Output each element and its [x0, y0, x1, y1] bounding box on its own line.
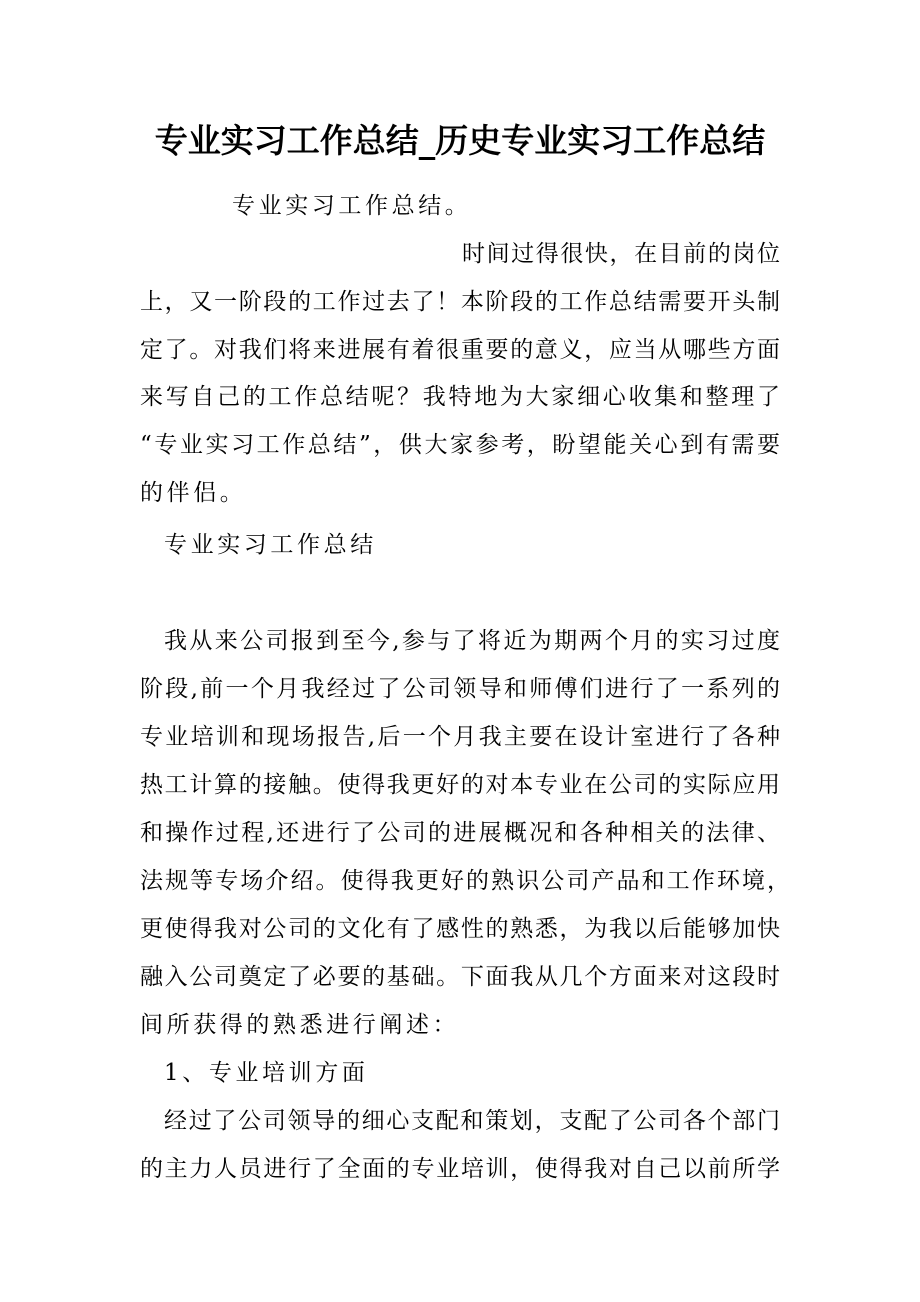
- paragraph-line: 和操作过程,还进行了公司的进展概况和各种相关的法律、: [140, 820, 780, 846]
- paragraph-line: 我从来公司报到至今,参与了将近为期两个月的实习过度: [164, 628, 780, 654]
- paragraph-line: 来写自己的工作总结呢？我特地为大家细心收集和整理了: [140, 384, 780, 410]
- paragraph-line: 时间过得很快，在目前的岗位: [462, 241, 780, 267]
- paragraph-line: 法规等专场介绍。使得我更好的熟识公司产品和工作环境，: [140, 868, 790, 894]
- paragraph-line: 专业实习工作总结。: [232, 193, 472, 219]
- paragraph-line: 更使得我对公司的文化有了感性的熟悉，为我以后能够加快: [140, 916, 780, 942]
- paragraph-line: 专业实习工作总结: [164, 532, 377, 558]
- paragraph-line: 1、专业培训方面: [164, 1060, 369, 1086]
- paragraph-line: 定了。对我们将来进展有着很重要的意义，应当从哪些方面: [140, 337, 780, 363]
- paragraph-line: 专业培训和现场报告,后一个月我主要在设计室进行了各种: [140, 724, 780, 750]
- paragraph-line: 的伴侣。: [140, 480, 247, 506]
- paragraph-line: 阶段,前一个月我经过了公司领导和师傅们进行了一系列的: [140, 676, 780, 702]
- paragraph-line: 热工计算的接触。使得我更好的对本专业在公司的实际应用: [140, 772, 780, 798]
- paragraph-line: “专业实习工作总结”，供大家参考，盼望能关心到有需要: [140, 432, 780, 458]
- paragraph-line: 上，又一阶段的工作过去了！本阶段的工作总结需要开头制: [140, 289, 780, 315]
- paragraph-line: 的主力人员进行了全面的专业培训，使得我对自己以前所学: [140, 1156, 780, 1182]
- paragraph-line: 间所获得的熟悉进行阐述：: [140, 1012, 460, 1038]
- paragraph-line: 经过了公司领导的细心支配和策划，支配了公司各个部门: [164, 1108, 780, 1134]
- document-title: 专业实习工作总结_历史专业实习工作总结: [154, 121, 766, 160]
- paragraph-line: 融入公司奠定了必要的基础。下面我从几个方面来对这段时: [140, 964, 780, 990]
